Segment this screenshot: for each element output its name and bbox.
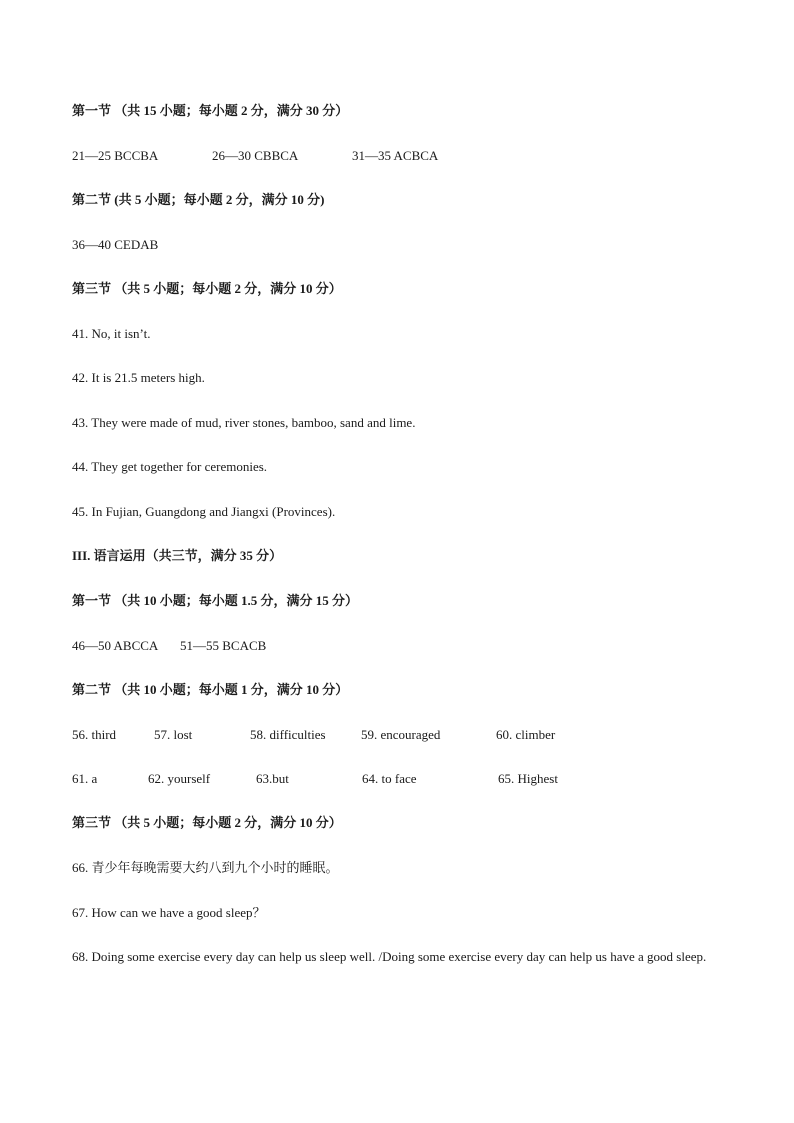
answer-group-31-35: 31—35 ACBCA bbox=[352, 148, 439, 163]
answer-56: 56. third bbox=[72, 727, 117, 742]
answer-58: 58. difficulties bbox=[250, 727, 326, 742]
answer-59: 59. encouraged bbox=[361, 727, 441, 742]
answer-66: 66. 青少年每晚需要大约八到九个小时的睡眠。 bbox=[72, 860, 339, 875]
answer-64: 64. to face bbox=[362, 771, 417, 786]
answer-60: 60. climber bbox=[496, 727, 556, 742]
answer-67: 67. How can we have a good sleep？ bbox=[72, 905, 266, 920]
section-3-heading: 第三节 （共 5 小题；每小题 2 分，满分 10 分） bbox=[72, 281, 342, 296]
part-3-title: III. 语言运用（共三节，满分 35 分） bbox=[72, 548, 283, 563]
part-3-section-3-heading: 第三节 （共 5 小题；每小题 2 分，满分 10 分） bbox=[72, 815, 342, 830]
section-2-heading: 第二节 (共 5 小题；每小题 2 分，满分 10 分) bbox=[72, 192, 325, 207]
part-3-section-1-heading: 第一节 （共 10 小题；每小题 1.5 分，满分 15 分） bbox=[72, 593, 359, 608]
answer-63: 63.but bbox=[256, 771, 289, 786]
part-3-section-2-heading: 第二节 （共 10 小题；每小题 1 分，满分 10 分） bbox=[72, 682, 349, 697]
answer-62: 62. yourself bbox=[148, 771, 211, 786]
answer-65: 65. Highest bbox=[498, 771, 558, 786]
section-1-heading: 第一节 （共 15 小题；每小题 2 分，满分 30 分） bbox=[72, 103, 349, 118]
answer-57: 57. lost bbox=[154, 727, 193, 742]
answer-61: 61. a bbox=[72, 771, 98, 786]
answer-group-26-30: 26—30 CBBCA bbox=[212, 148, 299, 163]
answer-45: 45. In Fujian, Guangdong and Jiangxi (Provinces). bbox=[72, 504, 336, 519]
answer-42: 42. It is 21.5 meters high. bbox=[72, 370, 205, 385]
answer-group-36-40: 36—40 CEDAB bbox=[72, 237, 159, 252]
answer-68: 68. Doing some exercise every day can help us sleep well. /Doing some exercise every day can help us have a good sleep. bbox=[72, 949, 707, 964]
answer-43: 43. They were made of mud, river stones, bamboo, sand and lime. bbox=[72, 415, 416, 430]
answer-41: 41. No, it isn’t. bbox=[72, 326, 151, 341]
answer-44: 44. They get together for ceremonies. bbox=[72, 459, 268, 474]
answer-group-21-25: 21—25 BCCBA bbox=[72, 148, 159, 163]
answer-group-51-55: 51—55 BCACB bbox=[180, 638, 267, 653]
answer-group-46-50: 46—50 ABCCA bbox=[72, 638, 159, 653]
